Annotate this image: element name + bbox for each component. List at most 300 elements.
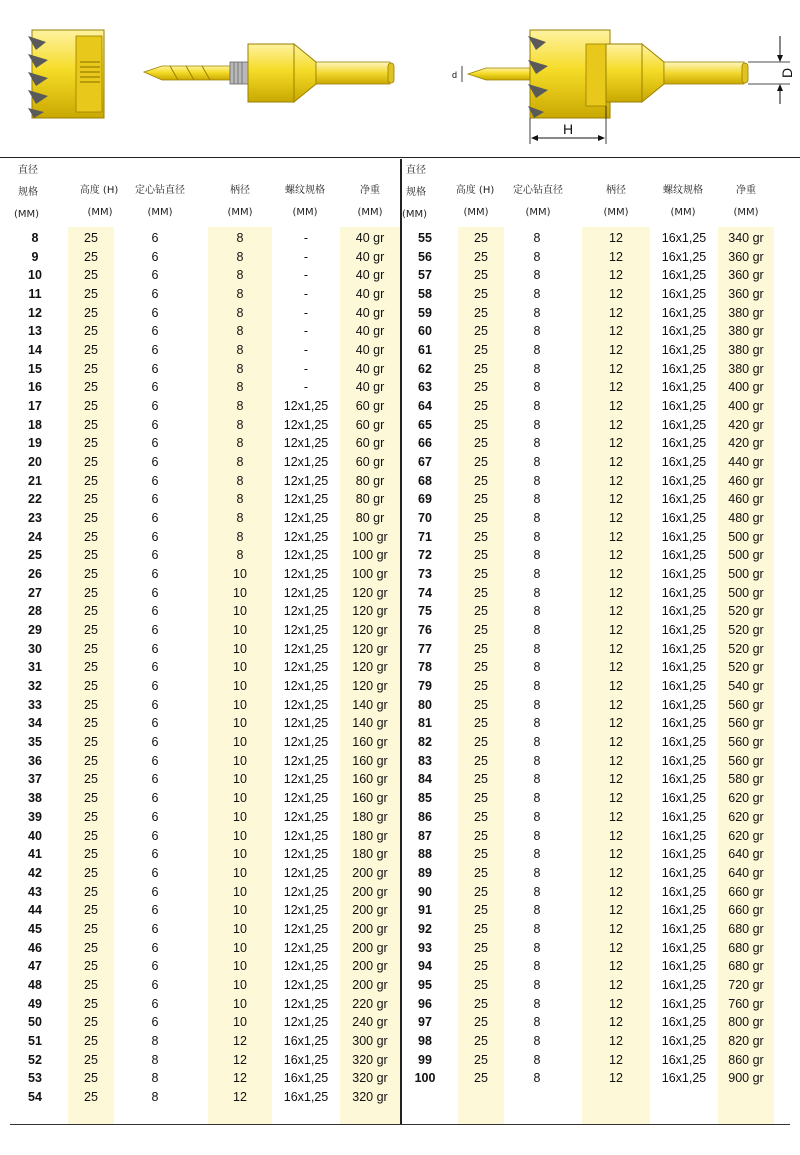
dim-d-small: d — [452, 70, 458, 80]
table-body-left — [10, 230, 400, 1108]
cell-shank: 12 — [609, 735, 623, 750]
table-row — [10, 753, 400, 772]
cell-thread: 16x1,25 — [661, 492, 707, 507]
cell-thread: 16x1,25 — [661, 473, 707, 488]
cell-height: 25 — [84, 436, 98, 451]
cell-weight: 460 gr — [728, 492, 764, 507]
cell-shank: 12 — [609, 921, 623, 936]
cell-thread: 16x1,25 — [661, 791, 707, 806]
cell-height: 25 — [474, 436, 488, 451]
cell-thread: 12x1,25 — [283, 697, 329, 712]
cell-height: 25 — [474, 399, 488, 414]
cell-thread: 16x1,25 — [661, 959, 707, 974]
table-row — [10, 697, 400, 716]
table-row — [10, 473, 400, 492]
cell-thread: 12x1,25 — [283, 492, 329, 507]
cell-shank: 10 — [233, 921, 247, 936]
cell-center-drill: 6 — [151, 529, 159, 544]
cell-thread: 12x1,25 — [283, 604, 329, 619]
table-row — [402, 417, 792, 436]
cell-center-drill: 6 — [151, 791, 159, 806]
table-row — [402, 940, 792, 959]
cell-center-drill: 8 — [533, 623, 541, 638]
cell-center-drill: 8 — [533, 511, 541, 526]
cell-shank: 12 — [609, 548, 623, 563]
cell-thread: 12x1,25 — [283, 847, 329, 862]
table-row — [10, 379, 400, 398]
cell-thread: 16x1,25 — [661, 287, 707, 302]
cell-height: 25 — [84, 604, 98, 619]
cell-center-drill: 8 — [533, 884, 541, 899]
cell-height: 25 — [474, 1052, 488, 1067]
cell-weight: 360 gr — [728, 249, 764, 264]
cell-spec: 86 — [418, 809, 432, 824]
cell-height: 25 — [474, 809, 488, 824]
cell-height: 25 — [474, 623, 488, 638]
cell-weight: 40 gr — [355, 231, 385, 245]
table-row — [402, 267, 792, 286]
table-row — [402, 491, 792, 510]
cell-shank: 8 — [236, 305, 244, 320]
cell-thread: 12x1,25 — [283, 977, 329, 992]
hole-cutter-illustration — [28, 30, 104, 118]
cell-shank: 12 — [609, 865, 623, 880]
table-row — [10, 771, 400, 790]
cell-height: 25 — [474, 697, 488, 712]
cell-height: 25 — [84, 977, 98, 992]
cell-height: 25 — [84, 399, 98, 414]
cell-height: 25 — [84, 361, 98, 376]
cell-center-drill: 6 — [151, 305, 159, 320]
cell-spec: 69 — [418, 492, 432, 507]
table-row — [402, 585, 792, 604]
cell-shank: 10 — [233, 959, 247, 974]
cell-center-drill: 6 — [151, 249, 159, 264]
cell-thread: 12x1,25 — [283, 940, 329, 955]
cell-weight: 80 gr — [355, 473, 385, 488]
cell-shank: 12 — [609, 1033, 623, 1048]
cell-weight: 320 gr — [352, 1089, 388, 1104]
cell-spec: 27 — [28, 585, 42, 600]
cell-center-drill: 8 — [533, 361, 541, 376]
cell-weight: 120 gr — [352, 623, 388, 638]
cell-spec: 43 — [28, 884, 42, 899]
cell-spec: 9 — [31, 249, 39, 264]
cell-spec: 88 — [418, 847, 432, 862]
cell-center-drill: 6 — [151, 455, 159, 470]
cell-spec: 78 — [418, 660, 432, 675]
cell-thread: 16x1,25 — [661, 623, 707, 638]
cell-shank: 12 — [609, 604, 623, 619]
table-row — [10, 977, 400, 996]
cell-shank: 12 — [233, 1071, 247, 1086]
cell-spec: 76 — [418, 623, 432, 638]
cell-weight: 160 gr — [352, 753, 388, 768]
cell-center-drill: 6 — [151, 231, 159, 245]
cell-weight: 640 gr — [728, 847, 764, 862]
cell-center-drill: 8 — [533, 343, 541, 358]
cell-spec: 37 — [28, 772, 42, 787]
cell-spec: 13 — [28, 324, 42, 339]
hdr-thread: 螺纹规格 — [285, 185, 325, 196]
cell-height: 25 — [84, 679, 98, 694]
cell-center-drill: 8 — [533, 455, 541, 470]
cell-thread: 16x1,25 — [661, 417, 707, 432]
cell-weight: 560 gr — [728, 735, 764, 750]
cell-height: 25 — [84, 1089, 98, 1104]
cell-thread: 12x1,25 — [283, 679, 329, 694]
cell-shank: 12 — [609, 697, 623, 712]
cell-thread: 12x1,25 — [283, 753, 329, 768]
cell-thread: 16x1,25 — [661, 231, 707, 245]
cell-thread: 16x1,25 — [661, 828, 707, 843]
table-row — [10, 1089, 400, 1108]
cell-shank: 8 — [236, 473, 244, 488]
cell-spec: 81 — [418, 716, 432, 731]
cell-shank: 12 — [609, 380, 623, 395]
cell-center-drill: 8 — [533, 679, 541, 694]
cell-height: 25 — [474, 1015, 488, 1030]
cell-height: 25 — [84, 623, 98, 638]
cell-thread: 12x1,25 — [283, 585, 329, 600]
cell-spec: 35 — [28, 735, 42, 750]
cell-thread: 12x1,25 — [283, 660, 329, 675]
cell-height: 25 — [474, 940, 488, 955]
cell-thread: - — [303, 305, 309, 320]
table-row — [402, 473, 792, 492]
table-row — [402, 566, 792, 585]
cell-thread: 16x1,25 — [661, 511, 707, 526]
cell-thread: 16x1,25 — [661, 361, 707, 376]
cell-center-drill: 6 — [151, 847, 159, 862]
cell-center-drill: 6 — [151, 399, 159, 414]
table-row — [402, 828, 792, 847]
hdr-thread-unit: (MM) — [292, 207, 318, 218]
table-row — [402, 697, 792, 716]
cell-height: 25 — [474, 959, 488, 974]
cell-center-drill: 8 — [533, 865, 541, 880]
cell-spec: 77 — [418, 641, 432, 656]
cell-spec: 46 — [28, 940, 42, 955]
table-row — [10, 230, 400, 249]
cell-weight: 180 gr — [352, 847, 388, 862]
table-row — [402, 921, 792, 940]
cell-thread: 12x1,25 — [283, 641, 329, 656]
cell-weight: 80 gr — [355, 511, 385, 526]
cell-weight: 660 gr — [728, 884, 764, 899]
table-row — [10, 641, 400, 660]
cell-spec: 40 — [28, 828, 42, 843]
cell-center-drill: 8 — [533, 735, 541, 750]
cell-spec: 80 — [418, 697, 432, 712]
cell-thread: - — [303, 361, 309, 376]
cell-weight: 120 gr — [352, 660, 388, 675]
cell-shank: 10 — [233, 865, 247, 880]
cell-thread: 12x1,25 — [283, 511, 329, 526]
cell-thread: 16x1,25 — [661, 641, 707, 656]
cell-weight: 760 gr — [728, 996, 764, 1011]
cell-center-drill: 6 — [151, 959, 159, 974]
cell-spec: 74 — [418, 585, 432, 600]
cell-height: 25 — [84, 753, 98, 768]
cell-spec: 91 — [418, 903, 432, 918]
cell-height: 25 — [474, 641, 488, 656]
cell-center-drill: 6 — [151, 585, 159, 600]
cell-weight: 380 gr — [728, 324, 764, 339]
table-row — [402, 884, 792, 903]
cell-shank: 12 — [609, 436, 623, 451]
cell-height: 25 — [84, 865, 98, 880]
hdr-center-drill-unit: (MM) — [525, 207, 551, 218]
table-row — [402, 659, 792, 678]
table-row — [402, 435, 792, 454]
cell-center-drill: 6 — [151, 716, 159, 731]
cell-weight: 160 gr — [352, 735, 388, 750]
cell-thread: 16x1,25 — [661, 716, 707, 731]
cell-center-drill: 6 — [151, 268, 159, 283]
cell-thread: 12x1,25 — [283, 455, 329, 470]
table-row — [402, 510, 792, 529]
cell-shank: 12 — [609, 324, 623, 339]
cell-shank: 8 — [236, 361, 244, 376]
cell-spec: 60 — [418, 324, 432, 339]
cell-center-drill: 8 — [533, 492, 541, 507]
cell-spec: 68 — [418, 473, 432, 488]
cell-thread: 12x1,25 — [283, 903, 329, 918]
cell-shank: 12 — [609, 1071, 623, 1086]
cell-thread: 16x1,25 — [661, 847, 707, 862]
cell-weight: 820 gr — [728, 1033, 764, 1048]
table-row — [402, 1052, 792, 1071]
cell-spec: 89 — [418, 865, 432, 880]
cell-center-drill: 8 — [533, 417, 541, 432]
cell-height: 25 — [474, 249, 488, 264]
table-row — [402, 1070, 792, 1089]
table-row — [10, 659, 400, 678]
cell-thread: 16x1,25 — [661, 996, 707, 1011]
table-row — [402, 715, 792, 734]
hdr-spec-unit: (MM) — [402, 209, 428, 220]
cell-center-drill: 6 — [151, 287, 159, 302]
table-row — [10, 323, 400, 342]
table-row — [402, 790, 792, 809]
cell-center-drill: 8 — [533, 996, 541, 1011]
arbor-illustration — [144, 44, 394, 102]
cell-center-drill: 8 — [533, 1071, 541, 1086]
cell-spec: 39 — [28, 809, 42, 824]
table-row — [10, 566, 400, 585]
cell-weight: 480 gr — [728, 511, 764, 526]
cell-height: 25 — [474, 679, 488, 694]
cell-center-drill: 8 — [533, 305, 541, 320]
table-row — [10, 547, 400, 566]
cell-weight: 60 gr — [355, 436, 385, 451]
table-row — [402, 977, 792, 996]
cell-spec: 42 — [28, 865, 42, 880]
cell-weight: 340 gr — [728, 231, 764, 245]
cell-weight: 200 gr — [352, 884, 388, 899]
cell-thread: 16x1,25 — [661, 977, 707, 992]
cell-height: 25 — [474, 604, 488, 619]
cell-thread: 16x1,25 — [661, 324, 707, 339]
cell-height: 25 — [474, 865, 488, 880]
cell-shank: 10 — [233, 772, 247, 787]
cell-thread: 16x1,25 — [661, 660, 707, 675]
cell-thread: 12x1,25 — [283, 399, 329, 414]
cell-center-drill: 6 — [151, 772, 159, 787]
table-row — [10, 342, 400, 361]
cell-center-drill: 8 — [151, 1052, 159, 1067]
table-row — [10, 249, 400, 268]
table-row — [402, 771, 792, 790]
cell-height: 25 — [84, 529, 98, 544]
cell-shank: 12 — [609, 809, 623, 824]
hdr-shank: 柄径 — [606, 185, 626, 196]
cell-weight: 680 gr — [728, 921, 764, 936]
cell-weight: 420 gr — [728, 436, 764, 451]
cell-shank: 12 — [609, 903, 623, 918]
cell-center-drill: 8 — [533, 697, 541, 712]
cell-spec: 14 — [28, 343, 42, 358]
cell-shank: 12 — [609, 511, 623, 526]
cell-height: 25 — [474, 828, 488, 843]
hdr-thread: 螺纹规格 — [663, 185, 703, 196]
cell-center-drill: 8 — [533, 809, 541, 824]
cell-spec: 66 — [418, 436, 432, 451]
cell-center-drill: 6 — [151, 884, 159, 899]
cell-weight: 220 gr — [352, 996, 388, 1011]
cell-height: 25 — [84, 268, 98, 283]
cell-center-drill: 8 — [533, 921, 541, 936]
cell-spec: 59 — [418, 305, 432, 320]
hdr-spec-2: 规格 — [406, 187, 426, 198]
table-row — [10, 491, 400, 510]
cell-weight: 120 gr — [352, 679, 388, 694]
cell-height: 25 — [84, 1033, 98, 1048]
cell-center-drill: 8 — [533, 231, 541, 245]
cell-height: 25 — [84, 847, 98, 862]
table-row — [10, 734, 400, 753]
cell-shank: 8 — [236, 231, 244, 245]
cell-center-drill: 6 — [151, 977, 159, 992]
cell-thread: 16x1,25 — [661, 249, 707, 264]
cell-weight: 520 gr — [728, 623, 764, 638]
header-rule — [0, 157, 800, 158]
hdr-spec-2: 规格 — [18, 187, 38, 198]
cell-shank: 8 — [236, 455, 244, 470]
cell-height: 25 — [84, 343, 98, 358]
cell-center-drill: 8 — [533, 324, 541, 339]
cell-center-drill: 8 — [533, 977, 541, 992]
cell-shank: 12 — [609, 847, 623, 862]
table-row — [402, 286, 792, 305]
cell-spec: 73 — [418, 567, 432, 582]
cell-center-drill: 6 — [151, 343, 159, 358]
cell-height: 25 — [474, 585, 488, 600]
cell-thread: 12x1,25 — [283, 809, 329, 824]
cell-thread: 12x1,25 — [283, 623, 329, 638]
cell-height: 25 — [474, 921, 488, 936]
cell-shank: 10 — [233, 567, 247, 582]
table-row — [402, 547, 792, 566]
cell-spec: 28 — [28, 604, 42, 619]
cell-center-drill: 6 — [151, 511, 159, 526]
cell-center-drill: 8 — [533, 959, 541, 974]
table-row — [10, 361, 400, 380]
cell-height: 25 — [474, 361, 488, 376]
cell-thread: 16x1,25 — [283, 1052, 329, 1067]
cell-weight: 620 gr — [728, 809, 764, 824]
cell-spec: 75 — [418, 604, 432, 619]
cell-center-drill: 6 — [151, 1015, 159, 1030]
cell-height: 25 — [84, 735, 98, 750]
cell-spec: 55 — [418, 231, 432, 245]
product-illustrations — [0, 0, 800, 158]
table-row — [402, 603, 792, 622]
cell-thread: - — [303, 380, 309, 395]
cell-center-drill: 6 — [151, 380, 159, 395]
cell-shank: 12 — [609, 268, 623, 283]
hdr-spec-unit: (MM) — [14, 209, 40, 220]
cell-spec: 12 — [28, 305, 42, 320]
cell-height: 25 — [84, 417, 98, 432]
cell-weight: 520 gr — [728, 604, 764, 619]
cell-shank: 12 — [609, 399, 623, 414]
cell-weight: 620 gr — [728, 791, 764, 806]
cell-weight: 140 gr — [352, 697, 388, 712]
cell-shank: 12 — [609, 567, 623, 582]
cell-spec: 41 — [28, 847, 42, 862]
cell-spec: 84 — [418, 772, 432, 787]
cell-shank: 8 — [236, 492, 244, 507]
cell-height: 25 — [84, 791, 98, 806]
table-row — [10, 1033, 400, 1052]
cell-shank: 12 — [609, 716, 623, 731]
cell-thread: 16x1,25 — [661, 1071, 707, 1086]
cell-spec: 38 — [28, 791, 42, 806]
cell-thread: 12x1,25 — [283, 828, 329, 843]
cell-spec: 79 — [418, 679, 432, 694]
cell-shank: 12 — [609, 473, 623, 488]
cell-weight: 720 gr — [728, 977, 764, 992]
cell-shank: 10 — [233, 735, 247, 750]
cell-height: 25 — [474, 324, 488, 339]
cell-center-drill: 6 — [151, 753, 159, 768]
cell-height: 25 — [84, 1015, 98, 1030]
cell-shank: 8 — [236, 249, 244, 264]
cell-center-drill: 8 — [151, 1071, 159, 1086]
cell-center-drill: 6 — [151, 361, 159, 376]
table-header — [402, 159, 792, 227]
cell-weight: 360 gr — [728, 287, 764, 302]
cell-shank: 10 — [233, 996, 247, 1011]
cell-spec: 50 — [28, 1015, 42, 1030]
cell-height: 25 — [84, 380, 98, 395]
cell-shank: 12 — [609, 772, 623, 787]
hdr-shank-unit: (MM) — [603, 207, 629, 218]
cell-center-drill: 6 — [151, 809, 159, 824]
cell-height: 25 — [474, 529, 488, 544]
hdr-weight-unit: (MM) — [733, 207, 759, 218]
cell-weight: 560 gr — [728, 753, 764, 768]
table-row — [402, 1014, 792, 1033]
cell-height: 25 — [474, 1033, 488, 1048]
cell-height: 25 — [474, 847, 488, 862]
cell-weight: 520 gr — [728, 641, 764, 656]
cell-spec: 63 — [418, 380, 432, 395]
cell-thread: - — [303, 324, 309, 339]
cell-shank: 12 — [609, 1015, 623, 1030]
